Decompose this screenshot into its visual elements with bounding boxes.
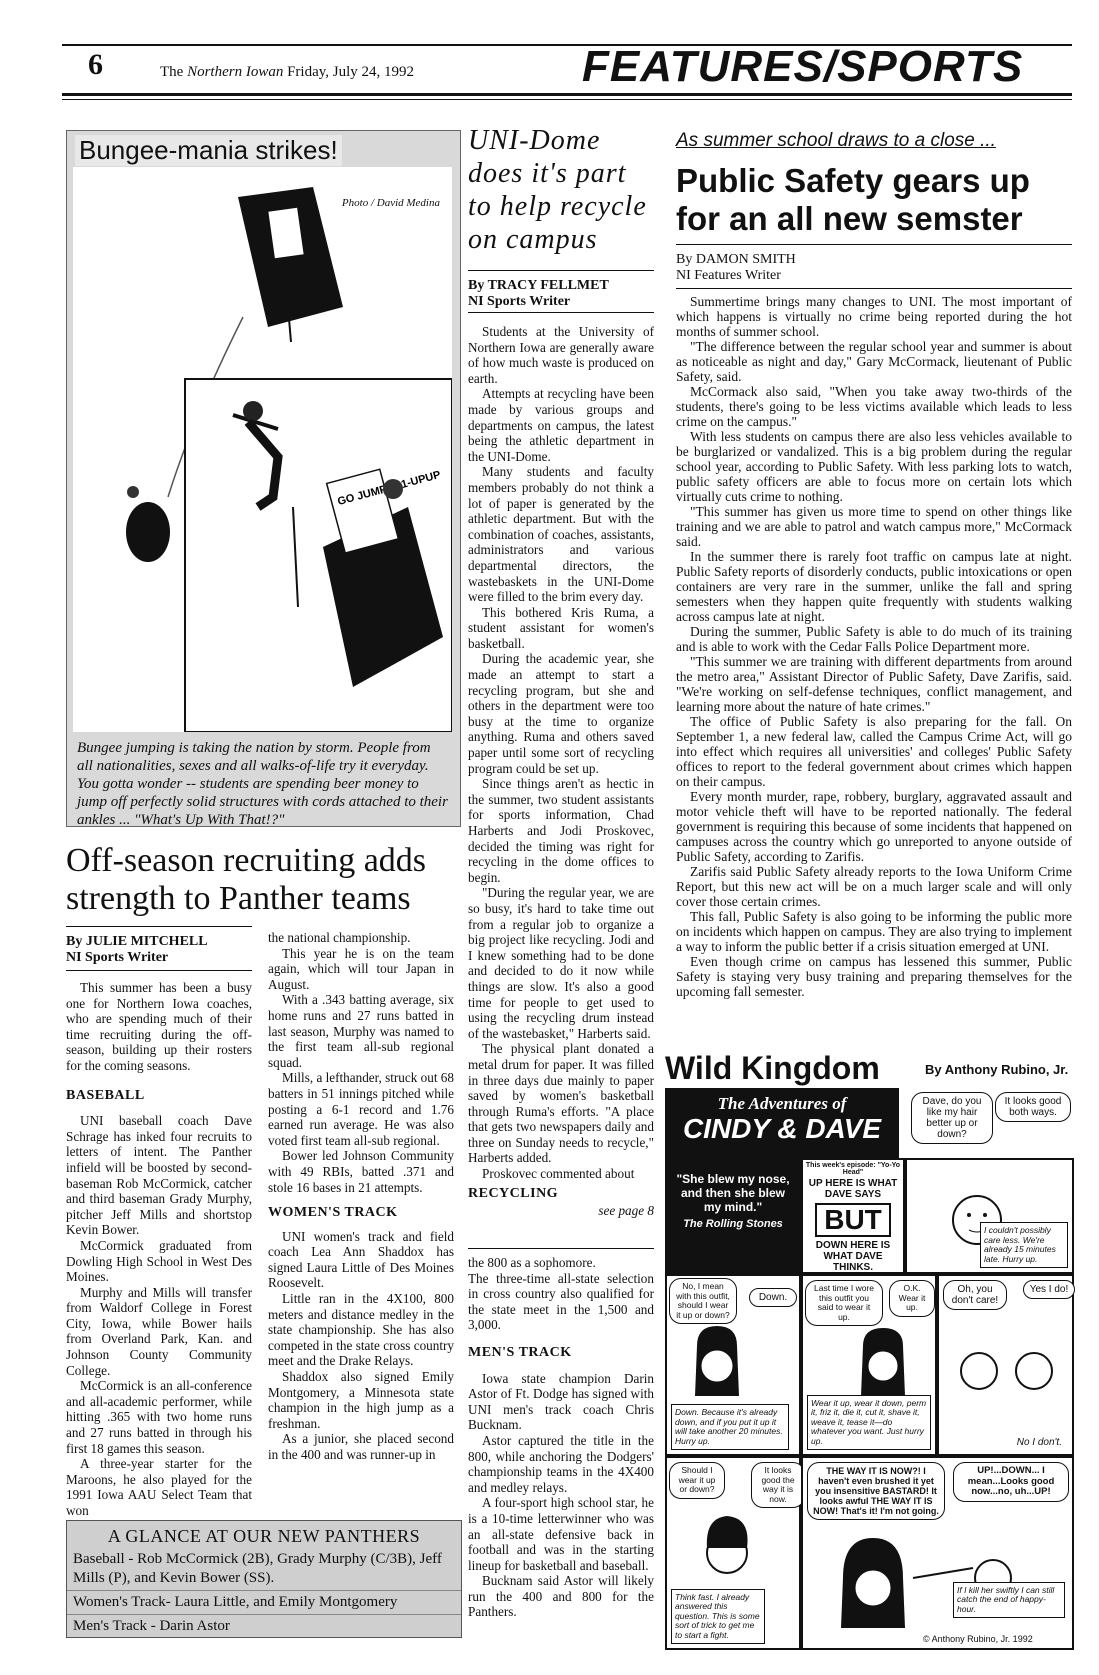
recruiting-byline-rule <box>66 926 252 927</box>
wild-kingdom-comic <box>665 1050 1072 1648</box>
jumper-head <box>243 401 263 421</box>
comic-header-panel <box>665 1088 899 1158</box>
onlooker-head <box>383 479 403 499</box>
comic-subtitle-1: The Adventures of <box>717 1094 847 1113</box>
safety-para-1: Summertime brings many changes to UNI. The most important of which happens is virtually no crime being reported during the hot months of summer school. <box>676 294 1072 339</box>
mens-track-subhead: MEN'S TRACK <box>468 1344 572 1360</box>
paper-name: Northern Iowan <box>187 64 284 80</box>
rec-col2-para-5: Bower led Johnson Community with 49 RBIs, batted .371 and stole 16 bases in 21 attempts. <box>268 1148 454 1195</box>
safety-kicker: As summer school draws to a close ... <box>676 130 996 151</box>
baseball-para-2: McCormick graduated from Dowling High School in West Des Moines. <box>66 1237 252 1285</box>
note-could-not-care: I couldn't possibly care less. We're already 15 minutes late. Hurry up. <box>980 1222 1068 1268</box>
glance-box <box>66 1520 462 1638</box>
rec-col2-para-3: With a .343 batting average, six home runs and 27 runs batted in last season, Murphy was named to the first team all-sub regional squad. <box>268 992 454 1070</box>
bubble-should-i: Should I wear it up or down? <box>669 1462 725 1499</box>
comic-intro-panel <box>801 1158 905 1274</box>
platform-sign-top <box>268 207 304 259</box>
safety-para-5: "This summer has given us more time to spend on other things like training and we are able to patrol and watch campus more," McCormack said. <box>676 504 1072 549</box>
photo-credit: Photo / David Medina <box>341 197 440 209</box>
recruiting-col-2 <box>268 930 454 1463</box>
comic-copyright: © Anthony Rubino, Jr. 1992 <box>923 1634 1033 1644</box>
safety-para-13: Even though crime on campus has lessened this summer, Public Safety is staying very busy training and preparing themselves for the upcoming fall semester. <box>676 954 1072 999</box>
safety-para-2: "The difference between the regular school year and summer is about as noticeable as night and day," Gary McCormack, lieutenant of Public Safety, said. <box>676 339 1072 384</box>
jumper-left-feet <box>127 486 139 498</box>
unidome-end-rule <box>468 1248 654 1249</box>
recruiting-intro: This summer has been a busy one for Northern Iowa coaches, who are spending much of their time recruiting during the off-season, building up their rosters for the coming seasons. <box>66 980 252 1073</box>
comic-quote: "She blew my nose, and then she blew my mind." <box>676 1172 790 1214</box>
comic-quote-attr: The Rolling Stones <box>683 1218 783 1230</box>
recruiting-col-1 <box>66 980 252 1519</box>
baseball-para-3: Murphy and Mills will transfer from Waldorf College in Forest City, Iowa, while Bower hails from Overland Park, Kan. and Johnson County Community College. <box>66 1284 252 1378</box>
womens-track-para-1: UNI women's track and field coach Lea Ann Shaddox has signed Laura Little of Des Moines Roosevelt. <box>268 1228 454 1291</box>
mens-track-para-3: A four-sport high school star, he is a 10-time letterwinner who was an all-state defensive back in football and was in the starting lineup for basketball and baseball. <box>468 1495 654 1573</box>
safety-byline-rule <box>676 244 1072 245</box>
glance-baseball: Baseball - Rob McCormick (2B), Grady Murphy (C/3B), Jeff Mills (P), and Kevin Bower (SS). <box>73 1551 442 1586</box>
bubble-way-it-is-now: THE WAY IT IS NOW?! I haven't even brushed it yet you insensitive BASTARD! It looks awful THE WAY IT IS NOW! That's it! I'm not going. <box>807 1462 945 1520</box>
paper-line <box>160 64 414 81</box>
bungee-photo <box>73 167 452 732</box>
womens-track-para-4: As a junior, she placed second in the 400 and was runner-up in <box>268 1431 454 1462</box>
womens-track-subhead: WOMEN'S TRACK <box>268 1205 398 1221</box>
unidome-para-9: Proskovec commented about <box>482 1166 635 1182</box>
safety-para-4: With less students on campus there are also less vehicles available to be burglarized or vandalized. This is a big problem during the regular school year, according to Public Safety. With less parking lots to watch, public safety officers are able to focus more on certain lots which virtually cuts crime to nothing. <box>676 429 1072 504</box>
bungee-illustration <box>73 167 452 732</box>
comic-but: BUT <box>815 1203 891 1237</box>
bubble-you-dont-care: Oh, you don't care! <box>943 1280 1007 1310</box>
safety-author: By DAMON SMITH <box>676 252 796 267</box>
recruiting-author-title: NI Sports Writer <box>66 950 169 965</box>
comic-panel-2 <box>665 1274 801 1456</box>
note-down-because: Down. Because it's already down, and if you put it up it will take another 20 minutes. Hurry up. <box>671 1404 789 1450</box>
page-number: 6 <box>88 48 103 81</box>
baseball-subhead: BASEBALL <box>66 1087 145 1103</box>
rec-col2-para-2: This year he is on the team again, which will tour Japan in August. <box>268 945 454 992</box>
paper-line-pre: The <box>160 64 188 80</box>
safety-para-8: "This summer we are training with different departments from around the metro area," Assistant Director of Public Safety, Dave Zarifis, said. "We're working on self-defense techniques, conflict management, and learning more about the nature of hate crimes." <box>676 654 1072 714</box>
recycling-subhead: RECYCLING <box>468 1185 559 1201</box>
note-wear-it-up: Wear it up, wear it down, perm it, friz it, die it, cut it, shave it, weave it, tease it—do whatever you want. Just hurry up. <box>807 1395 931 1451</box>
recruiting-author: By JULIE MITCHELL <box>66 934 208 949</box>
masthead-bottom-rule <box>62 93 1072 96</box>
rec-col2-para-1: the national championship. <box>268 930 411 945</box>
safety-para-6: In the summer there is rarely foot traffic on campus late at night. Public Safety reports of disorderly conducts, public intoxications or open containers are very rare in the summer, unlike the fall and spring semesters when they happen quite frequently with students walking across campus late at night. <box>676 549 1072 624</box>
baseball-para-1: UNI baseball coach Dave Schrage has inked four recruits to letters of intent. The Panther infield will be boosted by second-baseman Rob McCormick, catcher and third baseman Grady Murphy, pitcher Jeff Mills and shortstop Kevin Bower. <box>66 1113 252 1238</box>
note-kill-her: If I kill her swiftly I can still catch the end of happy-hour. <box>953 1582 1065 1619</box>
bubble-hair-question: Dave, do you like my hair better up or down? <box>911 1092 993 1144</box>
safety-author-title: NI Features Writer <box>676 268 781 283</box>
unidome-author-title: NI Sports Writer <box>468 294 571 309</box>
bubble-yes-i-do: Yes I do! <box>1023 1280 1075 1299</box>
platform-sign-text: GO JUMP 841-UPUP <box>336 468 442 509</box>
comic-panel-5 <box>665 1456 801 1650</box>
bubble-down: Down. <box>749 1288 797 1307</box>
bubble-wear-it-up: O.K. Wear it up. <box>889 1280 935 1317</box>
glance-divider-1 <box>67 1590 461 1591</box>
glance-mens-track: Men's Track - Darin Astor <box>73 1618 230 1634</box>
mens-track-para-1: Iowa state champion Darin Astor of Ft. Dodge has signed with UNI men's track coach Chris Bucknam. <box>468 1370 654 1433</box>
safety-para-3: McCormack also said, "When you take away two-thirds of the students, there's going to be less victims available which leads to less crime on the campus." <box>676 384 1072 429</box>
unidome-para-3: Many students and faculty members probably do not think a lot of paper is generated by the athletic department. But with the combination of coaches, assistants, administrators and various departmental directors, the wastebaskets in the UNI-Dome were filled to the brim every day. <box>468 464 654 605</box>
comic-up-here: UP HERE IS WHAT DAVE SAYS <box>808 1178 898 1200</box>
recruiting-byline-rule-2 <box>66 970 252 971</box>
comic-panel-dave-1 <box>905 1158 1074 1274</box>
unidome-body <box>468 324 654 1219</box>
recruiting-byline <box>66 934 252 966</box>
unidome-headline: UNI-Dome does it's part to help recycle on campus <box>468 125 647 255</box>
bubble-good-both-ways: It looks good both ways. <box>995 1092 1071 1122</box>
unidome-byline-rule <box>468 270 654 271</box>
comic-panel-3 <box>801 1274 937 1456</box>
baseball-para-4: McCormick is an all-conference and all-academic performer, while hitting .365 with two home runs and 27 runs batted in through his first 18 games this season. <box>66 1378 252 1456</box>
bungee-photo-block <box>66 130 461 827</box>
safety-para-10: Every month murder, rape, robbery, burglary, aggravated assault and motor vehicle theft will have to be reported nationally. The federal government is requiring this because of some incidents that happened on campuses across the country which go unreported to anyone outside of Public Safety, according to Zarifis. <box>676 789 1072 864</box>
unidome-byline <box>468 278 654 310</box>
safety-body <box>676 294 1072 999</box>
safety-para-11: Zarifis said Public Safety already reports to the Iowa Uniform Crime Report, but this new act will be on a much larger scale and will only cover those certain crimes. <box>676 864 1072 909</box>
recruiting-headline: Off-season recruiting adds strength to Panther teams <box>66 842 427 917</box>
bubble-last-time: Last time I wore this outfit you said to wear it up. <box>805 1280 883 1326</box>
comic-subtitle-2: CINDY & DAVE <box>682 1113 882 1144</box>
glance-divider-2 <box>67 1614 461 1615</box>
comic-panel-6 <box>801 1456 1074 1650</box>
safety-headline: Public Safety gears up for an all new semster <box>676 162 1030 237</box>
safety-para-7: During the summer, Public Safety is able to do much of its training and is able to work with the Cedar Falls Police Department more. <box>676 624 1072 654</box>
unidome-para-5: During the academic year, she made an attempt to start a recycling program, but she and others in the department were too busy at the time to organize anything. Ruma and others saved paper until some sort of recycling program could be set up. <box>468 651 654 776</box>
section-title: FEATURES/SPORTS <box>582 42 1024 91</box>
comic-episode: This week's episode: "Yo-Yo Head" <box>805 1162 901 1176</box>
unidome-byline-rule-2 <box>468 312 654 313</box>
rec-col3-para-2: The three-time all-state selection in cross country also qualified for the state meet in the 1,500 and 3,000. <box>468 1270 654 1333</box>
unidome-para-2: Attempts at recycling have been made by various groups and departments on campus, the latest being the athletic department in the UNI-Dome. <box>468 386 654 464</box>
note-think-fast: Think fast. I already answered this question. This is some sort of trick to get me to start a fight. <box>671 1589 765 1645</box>
masthead-bottom-rule-thin <box>62 99 1072 100</box>
comic-title: Wild Kingdom <box>665 1050 880 1086</box>
unidome-jump: see page 8 <box>598 1203 654 1219</box>
mens-track-para-4: Bucknam said Astor will likely run the 400 and 800 for the Panthers. <box>468 1573 654 1620</box>
rec-col3-para-1: the 800 as a sophomore. <box>468 1255 596 1270</box>
safety-byline <box>676 252 976 284</box>
comic-panel-4 <box>937 1274 1074 1456</box>
glance-title: A GLANCE AT OUR NEW PANTHERS <box>107 1526 421 1546</box>
recruiting-col-3 <box>468 1255 654 1620</box>
paper-date: Friday, July 24, 1992 <box>283 64 415 80</box>
safety-byline-rule-2 <box>676 288 1072 289</box>
unidome-author: By TRACY FELLMET <box>468 278 609 293</box>
bubble-up-down: UP!...DOWN... I mean...Looks good now...no, uh...UP! <box>953 1462 1069 1502</box>
photo-title: Bungee-mania strikes! <box>75 135 342 166</box>
jumper-left <box>126 502 170 562</box>
safety-para-9: The office of Public Safety is also preparing for the fall. On September 1, a new federal law, called the Campus Crime Act, will go into effect which requires all universities' and colleges' Public Safety offices to report to the federal government about crimes which happen on their campus. <box>676 714 1072 789</box>
womens-track-para-2: Little ran in the 4X100, 800 meters and distance medley in the state championship. She has also competed in the state cross country meet and the Drake Relays. <box>268 1291 454 1369</box>
rec-col2-para-4: Mills, a lefthander, struck out 68 batters in 51 innings pitched while posting a 6-1 record and 1.76 earned run average. He was also voted first team all-sub regional. <box>268 1070 454 1148</box>
bubble-looks-good-now: It looks good the way it is now. <box>751 1462 805 1508</box>
bubble-outfit-question: No, I mean with this outfit, should I wear it up or down? <box>669 1278 737 1324</box>
comic-byline: By Anthony Rubino, Jr. <box>925 1062 1069 1077</box>
unidome-para-4: This bothered Kris Ruma, a student assistant for women's basketball. <box>468 604 654 651</box>
womens-track-para-3: Shaddox also signed Emily Montgomery, a Minnesota state champion in the high jump as a freshman. <box>268 1369 454 1431</box>
unidome-para-6: Since things aren't as hectic in the summer, two student assistants for sports information, Chad Harberts and Jodi Proskovec, decided the timing was right for recycling in the dome offices to begin. <box>468 776 654 885</box>
photo-caption: Bungee jumping is taking the nation by storm. People from all nationalities, sexes and all walks-of-life try it everyday. You gotta wonder -- students are spending beer money to jump off perfectly solid structures with cords attached to their ankles ... "What's Up With That!?" <box>77 740 448 827</box>
note-no-i-dont: No I don't. <box>1016 1437 1062 1448</box>
safety-para-12: This fall, Public Safety is also going to be informing the public more on incidents which happen on campus. They are also trying to implement a way to inform the public better if a crisis situation emerged at UNI. <box>676 909 1072 954</box>
baseball-para-5: A three-year starter for the Maroons, he also played for the 1991 Iowa AAU Select Team that won <box>66 1456 252 1518</box>
glance-womens-track: Women's Track- Laura Little, and Emily Montgomery <box>73 1594 398 1610</box>
unidome-para-7: "During the regular year, we are so busy, it's hard to take time out from a regular job to organize a big project like recycling. Jodi and I knew something had to be done and decided to do it now while things are slow. It's also a good time for people to get used to using the recycling drum instead of the wastebasket," Harberts said. <box>468 885 654 1041</box>
mens-track-para-2: Astor captured the title in the 800, while anchoring the Dodgers' championship teams in the 4X400 and medley relays. <box>468 1432 654 1495</box>
comic-down-here: DOWN HERE IS WHAT DAVE THINKS. <box>815 1240 891 1273</box>
comic-quote-panel <box>665 1158 801 1274</box>
unidome-para-8: The physical plant donated a metal drum for paper. It was filled in three days due mainly to paper saved by women's basketball through Ruma's efforts. "A place that gets two newspapers daily and three on Sunday needs to recycle," Harberts added. <box>468 1041 654 1166</box>
unidome-para-1: Students at the University of Northern Iowa are generally aware of how much waste is produced on earth. <box>468 324 654 386</box>
